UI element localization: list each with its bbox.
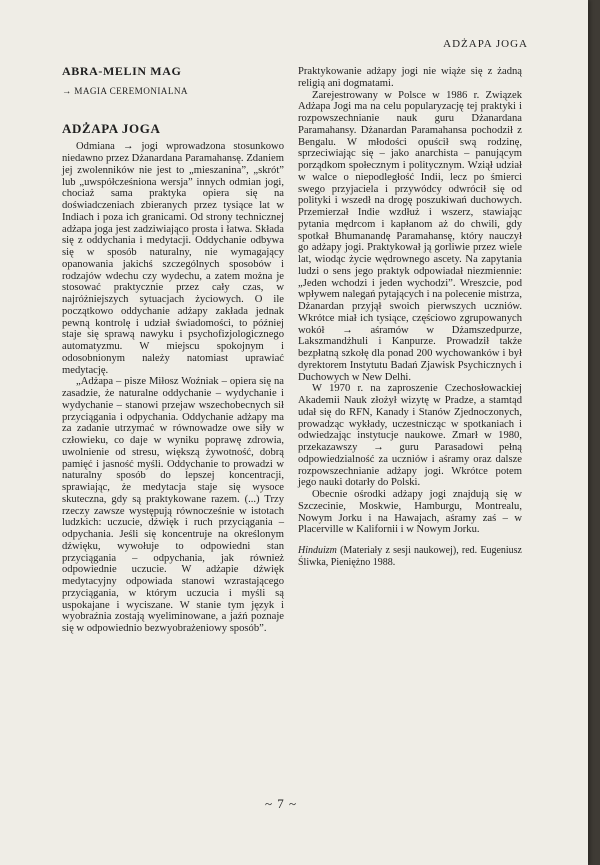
paragraph: Obecnie ośrodki adżapy jogi znajdują się w Szczecinie, Moskwie, Hamburgu, Montrealu, Nowym Jorku i na Hawajach, aśramy zaś – w Placerville w Kalifornii i w Nowym Jorku. xyxy=(298,489,522,536)
page-number: ~ 7 ~ xyxy=(264,796,298,811)
source-details: (Materiały z sesji naukowej), red. Eugeniusz Śliwka, Pieniężno 1988. xyxy=(298,545,522,568)
cross-reference: → MAGIA CEREMONIALNA xyxy=(62,85,188,96)
left-column xyxy=(62,66,284,635)
entry-title-abra-melin: ABRA-MELIN MAG xyxy=(62,64,182,78)
running-head: ADŻAPA JOGA xyxy=(443,38,528,50)
right-column xyxy=(298,66,522,569)
paragraph: Zarejestrowany w Polsce w 1986 r. Związek Adżapa Jogi ma na celu popularyzację tej praktyki i rozpowszechnianie nauk guru Dżanardana Paramahansy. Dżanardan Paramahansa pochodził z Bengalu. W młodości opuścił swą rodzinę, sprzeciwiając się – jako anarchista – panującym porządkom społecznym i politycznym. Wziął udział w walce o niepodległość Indii, lecz po śmierci swego przyjaciela i przywódcy odwrócił się od polityki i wszedł na drogę poszukiwań duchowych. Przemierzał Indie wzdłuż i wszerz, stawiając pytania mędrcom i kapłanom aż do chwili, gdy spotkał Bhumanandę Paramahansę, który nauczył go adżapy jogi. Praktykował ją gorliwie przez wiele lat, wiodąc życie wędrownego ascety. Na zapytania ludzi o sens jego praktyk odpowiadał niezmiennie: „Jeden wchodzi i jeden wychodzi”. Wreszcie, pod wpływem nalegań pytających i na polecenie mistrza, Dżanardan przyjął swoich pierwszych uczniów. Wkrótce miał ich tysiące, częściowo zgrupowanych wokół → aśramów w Dżamszedpurze, Lakszmandżhuli i Kanpurze. Prowadził także bezpłatną szkołę dla ponad 200 wychowanków i był dyrektorem Instytutu Badań Zjawisk Psychicznych i Duchowych w New Delhi. xyxy=(298,89,522,383)
paragraph: W 1970 r. na zaproszenie Czechosłowackiej Akademii Nauk złożył wizytę w Pradze, a stamtąd udał się do RFN, Kanady i Stanów Zjednoczonych, prowadząc wykłady, uczestnicząc w spotkaniach i odwiedzając instytucje naukowe. Zmarł w 1980, przekazawszy → guru Parasadowi pełną odpowiedzialność za uczniów i aśramy oraz dalsze rozpowszechnianie adżapy jogi. Wkrótce potem jego nauki dotarły do Polski. xyxy=(298,383,522,489)
source-title: Hinduizm xyxy=(298,545,337,556)
paragraph: Praktykowanie adżapy jogi nie wiąże się z żadną religią ani dogmatami. xyxy=(298,66,522,89)
source-citation xyxy=(298,545,522,569)
entry-title-adzapa-joga: ADŻAPA JOGA xyxy=(62,120,161,136)
paragraph: Odmiana → jogi wprowadzona stosunkowo niedawno przez Dżanardana Paramahansę. Zdaniem jej zwolenników nie jest to „mieszanina”, „skrót” lub „uwspółcześniona wersja” innych odmian jogi, chociaż sama praktyka opiera się na doświadczeniach zbieranych przez tysiące lat w Indiach i poza ich granicami. Od strony technicznej adżapa joga jest zadziwiająco prosta i łatwa. Składa się z oddychania i medytacji. Oddychanie odbywa się w sposób naturalny, nie wymagający opanowania jakichś szczególnych sposobów i rodzajów wdechu czy wydechu, a zatem można je stosować praktycznie przez cały czas, w najróżniejszych sytuacjach życiowych. O ile początkowo oddychanie adżapy zakłada jednak pewną kontrolę i udział świadomości, to później staje się sprawą nawyku i psychofizjologicznego automatyzmu. W miejscu spokojnym i odosobnionym należy natomiast uprawiać medytację. xyxy=(62,141,284,376)
paragraph: „Adżapa – pisze Miłosz Woźniak – opiera się na zasadzie, że naturalne oddychanie – wydychanie i wydychanie – stanowi przejaw wszechobecnych sił przyciągania i odpychania. Oddychanie adżapy ma za zadanie utrzymać w równowadze owe siły w człowieku, co daje w wyniku poprawę zdrowia, uwolnienie od stresu, większą żywotność, dobrą pamięć i jasność myśli. Oddychanie to prowadzi w naturalny sposób do lepszej koncentracji, sprawiając, że medytacja staje się wysoce skuteczna, gdy są praktykowane razem. (...) Trzy rzeczy zawsze występują równocześnie w istotach ludzkich: uczucie, dźwięk i ruch przyciągania – odpychania. Jeśli się koncentruje na określonym dźwięku, wywołuje to odpowiedni stan przyciągania – odpychania, jak również odpowiednie uczucie. W adżapie dźwięk medytacyjny odpowiada stanowi wzrastającego przyciągania, w którym uczucia i myśli są uspokajane i wyciszane. W stanie tym język i wyobraźnia zostają wyeliminowane, a jaźń poznaje się w odpowiednio bezwyobrażeniowy sposób”. xyxy=(62,376,284,634)
